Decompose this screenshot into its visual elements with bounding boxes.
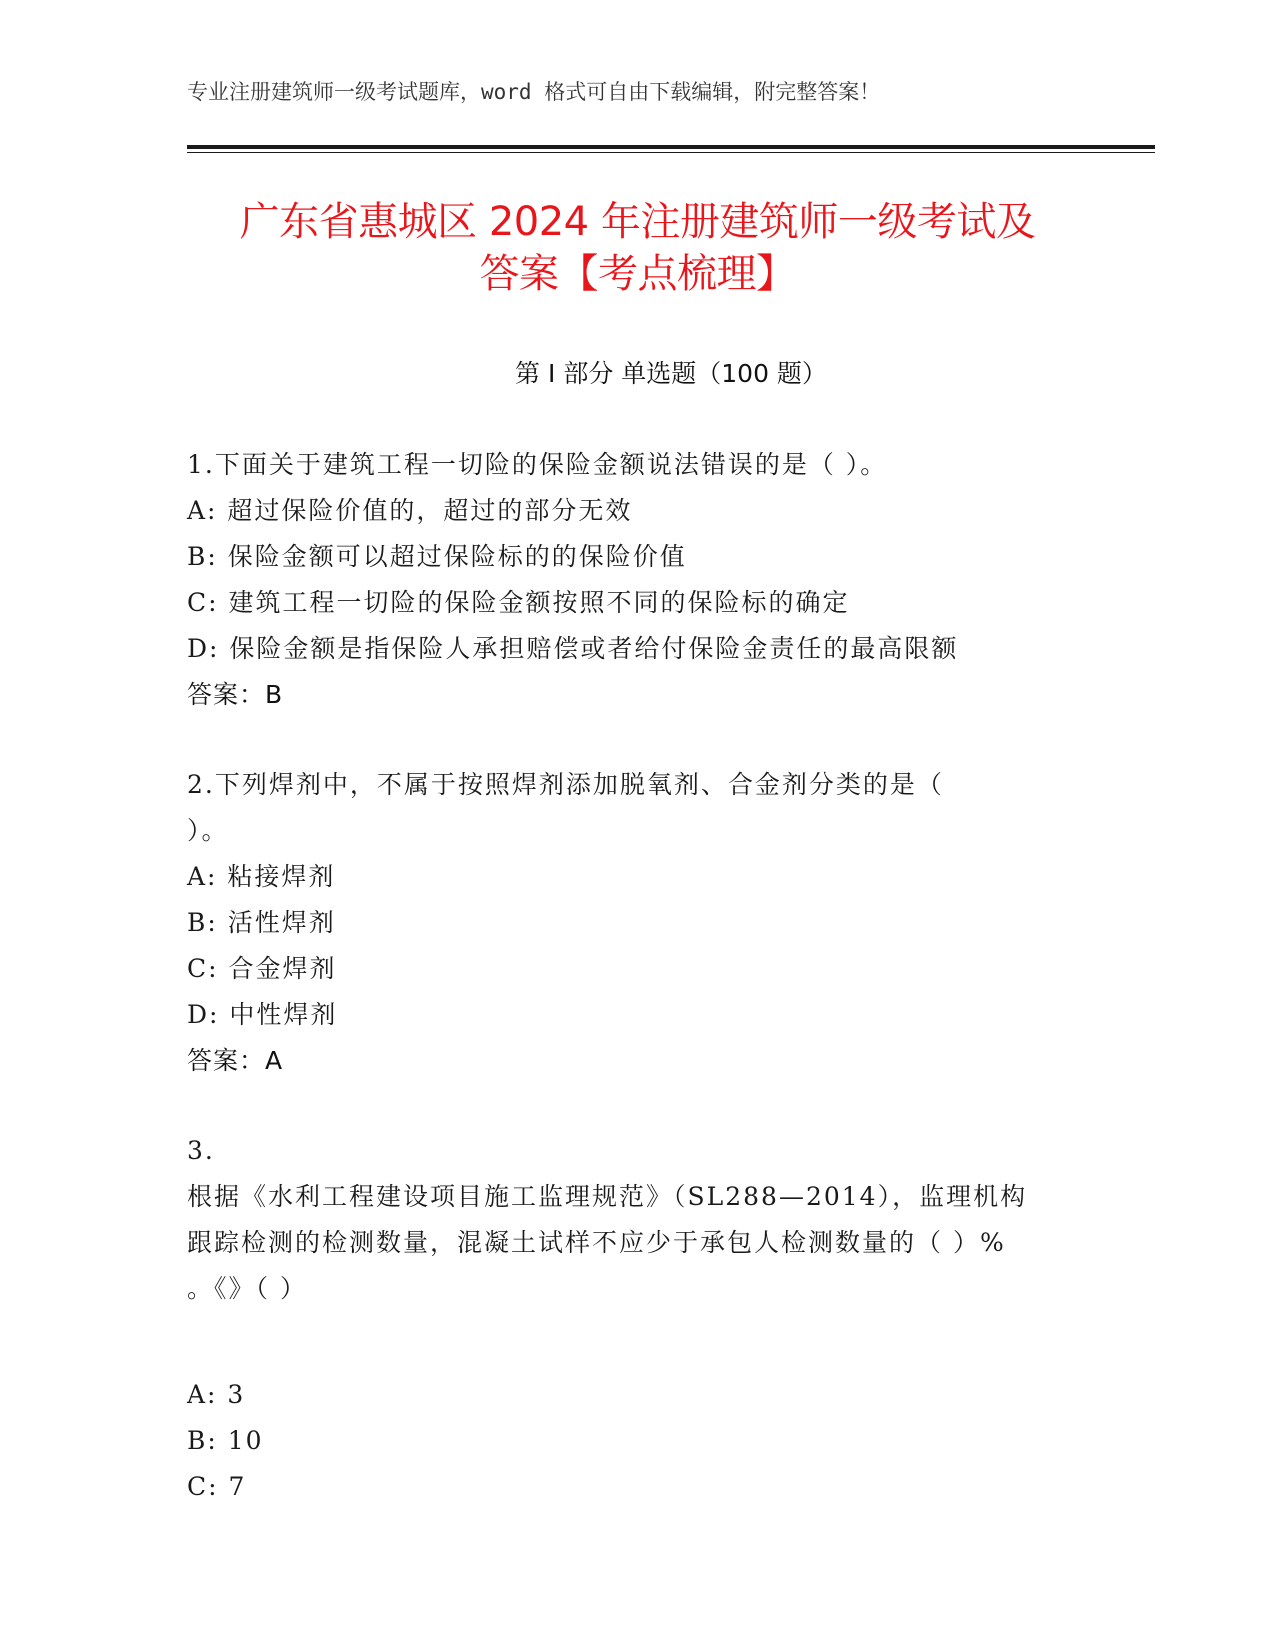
option-c: C: 建筑工程一切险的保险金额按照不同的保险标的确定 (187, 588, 850, 617)
question-stem: 2.下列焊剂中，不属于按照焊剂添加脱氧剂、合金剂分类的是（ (187, 770, 944, 799)
answer: 答案：B (187, 680, 284, 709)
spacer (187, 1084, 1087, 1128)
document-title-line-2: 答案【考点梳理】 (479, 251, 796, 297)
header-divider-thin (187, 152, 1155, 153)
header-note: 专业注册建筑师一级考试题库，word 格式可自由下载编辑，附完整答案！ (187, 80, 881, 104)
question-stem: 1.下面关于建筑工程一切险的保险金额说法错误的是（ ）。 (187, 450, 888, 479)
question-stem-continued: 。《》（ ） (187, 1274, 307, 1303)
document-title (150, 196, 1125, 300)
question-stem: 根据《水利工程建设项目施工监理规范》（SL288—2014），监理机构 (187, 1182, 1028, 1211)
question-stem-continued: 跟踪检测的检测数量，混凝土试样不应少于承包人检测数量的（ ）% (187, 1228, 1006, 1257)
option-c: C: 合金焊剂 (187, 954, 337, 983)
answer: 答案：A (187, 1046, 284, 1075)
option-a: A: 超过保险价值的，超过的部分无效 (187, 496, 633, 525)
option-b: B: 活性焊剂 (187, 908, 336, 937)
option-b: B: 保险金额可以超过保险标的的保险价值 (187, 542, 687, 571)
option-a: A: 3 (187, 1380, 246, 1409)
section-heading: 第 I 部分 单选题（100 题） (515, 359, 827, 388)
question-number: 3. (187, 1136, 215, 1165)
option-d: D: 保险金额是指保险人承担赔偿或者给付保险金责任的最高限额 (187, 634, 959, 663)
spacer (187, 718, 1087, 762)
question-stem-continued: ）。 (187, 816, 229, 845)
document-title-line-1: 广东省惠城区 2024 年注册建筑师一级考试及 (239, 199, 1036, 245)
question-3 (187, 1128, 1087, 1510)
option-b: B: 10 (187, 1426, 264, 1455)
question-2 (187, 762, 1087, 1084)
header-divider-thick (187, 145, 1155, 149)
question-1 (187, 442, 1087, 718)
question-list (187, 442, 1087, 1510)
spacer (187, 1312, 1087, 1372)
option-a: A: 粘接焊剂 (187, 862, 336, 891)
option-c: C: 7 (187, 1472, 247, 1501)
option-d: D: 中性焊剂 (187, 1000, 338, 1029)
